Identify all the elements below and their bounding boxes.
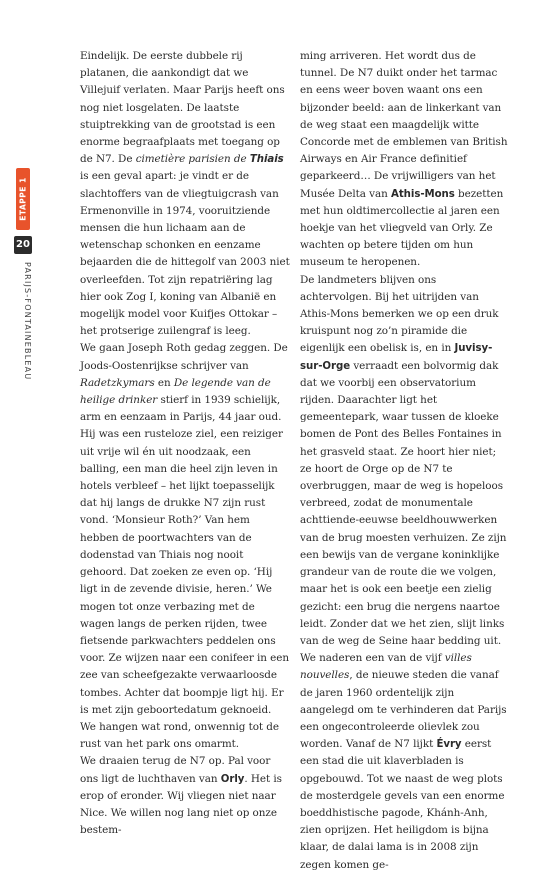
- place-name-bold: Évry: [436, 739, 462, 751]
- book-title: De legende van de heilige drinker: [80, 376, 271, 407]
- paragraph: [300, 272, 510, 874]
- italic-term: cimetière parisien de: [135, 153, 250, 166]
- paragraph: [80, 48, 290, 340]
- text-run: De landmeters blijven ons achtervolgen. Bij het uitrijden van Athis-Mons bemerken we op een druk kruispunt nog zo’n piramide die eigenlijk een obelisk is, en in: [300, 273, 499, 355]
- paragraph: [80, 340, 290, 753]
- text-column-left: [80, 48, 290, 839]
- text-run: verraadt een bolvormig dak dat we voorbij een observatorium rijden. Daarachter ligt het gemeentepark, waar tussen de kloeke bomen de Pont des Belles Fontaines in het grasveld staat. Ze hoort hier niet; ze hoort de Orge op de N7 te overbruggen, maar de weg is hopeloos verbreed, zodat de monumentale achttiende-eeuwse beeldhouwwerken van de brug moesten verhuizen. Ze zijn een bewijs van de vergane koninklijke grandeur van de route die we volgen, maar het is ook een beetje een zielig gezicht: een brug die nergens naartoe leidt. Zonder dat we het zien, slijt links van de weg de Seine haar bedding uit. We naderen een van de vijf: [300, 359, 507, 665]
- text-column-right: [300, 48, 510, 874]
- page-margin-sidebar: [6, 150, 34, 570]
- text-run: en: [154, 376, 174, 389]
- text-run: ming arriveren. Het wordt dus de tunnel. De N7 duikt onder het tarmac en eens weer boven waant ons een bijzonder beeld: aan de linkerkant van de weg staat een maagdelijk witte Concorde met de emblemen van British Airways en Air France definitief geparkeerd… De vrijwilligers van het Musée Delta van: [300, 50, 508, 200]
- text-run: We gaan Joseph Roth gedag zeggen. De Joods-Oostenrijkse schrijver van: [80, 342, 288, 372]
- section-tag-label: ETAPPE 1: [18, 177, 28, 221]
- paragraph: [80, 753, 290, 839]
- text-run: stierf in 1939 schielijk, arm en eenzaam in Parijs, 44 jaar oud. Hij was een rusteloze ziel, een reiziger uit vrije wil én uit noodzaak, een balling, een man die heel zijn leven in hotels verbleef – het lijkt toepasselijk dat hij langs de drukke N7 zijn rust vond. ‘Monsieur Roth?’ Van hem hebben de poortwachters van de dodenstad van Thiais nog nooit gehoord. Dat zoeken ze even op. ‘Hij ligt in de zevende divisie, heren.’ We mogen tot onze verbazing met de wagen langs de perken rijden, twee fietsende parkwachters peddelen ons voor. Ze wijzen naar een conifeer in een zee van scheefgezakte verwaarloosde tombes. Achter dat boompje ligt hij. Er is met zijn geboortedatum geknoeid. We hangen wat rond, onwennig tot de rust van het park ons omarmt.: [80, 394, 289, 751]
- text-run: , de nieuwe steden die vanaf de jaren 1960 ordentelijk zijn aangelegd om te verhinderen dat Parijs een ongecontroleerde olievlek zou worden. Vanaf de N7 lijkt: [300, 669, 507, 751]
- section-tag: [16, 168, 30, 230]
- text-run: We draaien terug de N7 op. Pal voor ons ligt de luchthaven van: [80, 755, 271, 785]
- italic-term: villes nouvelles: [300, 652, 472, 682]
- place-name-bold: Juvisy-sur-Orge: [300, 343, 493, 372]
- text-run: is een geval apart: je vindt er de slachtoffers van de vliegtuigcrash van Ermenonville in 1974, vooruitziende mensen die hun lichaam aan de wetenschap schonken en eenzame bejaarden die de hittegolf van 2003 niet overleefden. Tot zijn repatriëring lag hier ook Zog I, koning van Albanië en mogelijk model voor Kuifjes Ottokar – het protserige zuilengraf is leeg.: [80, 170, 290, 338]
- page-number: 20: [14, 236, 32, 254]
- text-run: . Het is erop of eronder. Wij vliegen niet naar Nice. We willen nog lang niet op onze bestem-: [80, 772, 282, 837]
- book-title: Radetzkymars: [80, 376, 155, 389]
- place-name-bold: Orly: [220, 773, 245, 785]
- running-head: PARIJS-FONTAINEBLEAU: [23, 262, 32, 381]
- place-name-bold: Athis-Mons: [391, 188, 455, 200]
- paragraph: [300, 48, 510, 272]
- text-run: bezetten met hun oldtimercollectie al jaren een hoekje van het vliegveld van Orly. Ze wachten op betere tijden om hun museum te heropenen.: [300, 187, 504, 269]
- text-run: Eindelijk. De eerste dubbele rij platanen, die aankondigt dat we Villejuif verlaten. Maar Parijs heeft ons nog niet losgelaten. De laatste stuiptrekking van de grootstad is een enorme begraafplaats met toegang op de N7. De: [80, 50, 285, 166]
- place-name-bold: Thiais: [249, 154, 284, 166]
- text-run: eerst een stad die uit klaverbladen is opgebouwd. Tot we naast de weg plots de mosterdgele gevels van een enorme boeddhistische pagode, Khánh-Anh, zien oprijzen. Het heiligdom is bijna klaar, de dalai lama is in 2008 zijn zegen komen ge-: [300, 738, 505, 871]
